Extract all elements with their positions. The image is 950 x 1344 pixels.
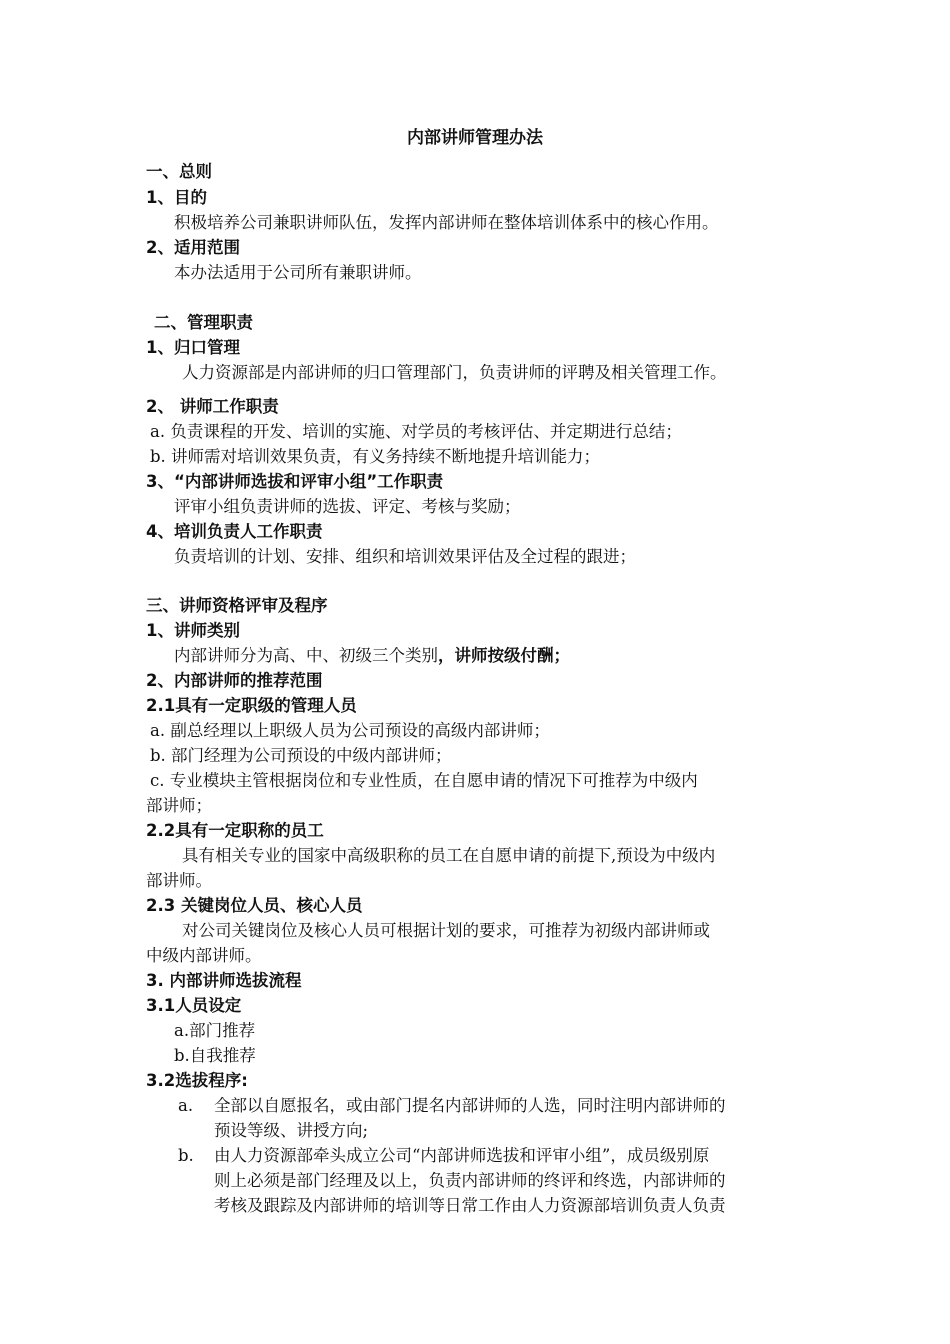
subheading: 2.3 关键岗位人员、核心人员: [146, 896, 363, 915]
paragraph: 积极培养公司兼职讲师队伍，发挥内部讲师在整体培训体系中的核心作用。: [174, 213, 719, 232]
subheading: 4、培训负责人工作职责: [146, 522, 323, 541]
section-heading: 一、总则: [146, 162, 212, 181]
paragraph-text-bold: ，讲师按级付酬；: [438, 646, 570, 665]
paragraph: 评审小组负责讲师的选拔、评定、考核与奖励；: [174, 497, 521, 516]
paragraph-text: 内部讲师分为高、中、初级三个类别: [174, 646, 438, 665]
paragraph: 具有相关专业的国家中高级职称的员工在自愿申请的前提下,预设为中级内: [182, 846, 716, 865]
subheading: 2.2具有一定职称的员工: [146, 821, 324, 840]
subheading: 2.1具有一定职级的管理人员: [146, 696, 357, 715]
paragraph: 对公司关键岗位及核心人员可根据计划的要求，可推荐为初级内部讲师或: [182, 921, 710, 940]
paragraph: 本办法适用于公司所有兼职讲师。: [174, 263, 422, 282]
list-marker: b.: [178, 1146, 194, 1165]
subheading: 1、归口管理: [146, 338, 240, 357]
subheading: 1、目的: [146, 188, 207, 207]
paragraph-continued: 部讲师。: [146, 871, 212, 890]
subheading: 2、内部讲师的推荐范围: [146, 671, 323, 690]
list-item-continued: 则上必须是部门经理及以上，负责内部讲师的终评和终选，内部讲师的: [214, 1171, 726, 1190]
subheading: 2、适用范围: [146, 238, 240, 257]
section-heading: 三、讲师资格评审及程序: [146, 596, 328, 615]
list-item-continued: 考核及跟踪及内部讲师的培训等日常工作由人力资源部培训负责人负责: [214, 1196, 726, 1215]
paragraph: 人力资源部是内部讲师的归口管理部门，负责讲师的评聘及相关管理工作。: [182, 363, 727, 382]
subheading: 3.2选拔程序:: [146, 1071, 248, 1090]
list-item: a.部门推荐: [174, 1021, 256, 1040]
list-marker: a.: [178, 1096, 194, 1115]
paragraph-continued: 中级内部讲师。: [146, 946, 262, 965]
subheading: 3、“内部讲师选拔和评审小组”工作职责: [146, 472, 444, 491]
subheading: 3. 内部讲师选拔流程: [146, 971, 302, 990]
list-item: 全部以自愿报名，或由部门提名内部讲师的人选，同时注明内部讲师的: [214, 1096, 726, 1115]
document-title: 内部讲师管理办法: [407, 128, 543, 148]
subheading: 2、 讲师工作职责: [146, 397, 279, 416]
list-item: 由人力资源部牵头成立公司“内部讲师选拔和评审小组”，成员级别原: [214, 1146, 710, 1165]
list-item: b. 部门经理为公司预设的中级内部讲师；: [150, 746, 452, 765]
paragraph: 负责培训的计划、安排、组织和培训效果评估及全过程的跟进；: [174, 547, 636, 566]
section-heading: 二、管理职责: [154, 313, 253, 332]
list-item: a. 副总经理以上职级人员为公司预设的高级内部讲师；: [150, 721, 550, 740]
list-item-continued: 部讲师；: [146, 796, 212, 815]
list-item: b. 讲师需对培训效果负责，有义务持续不断地提升培训能力；: [150, 447, 601, 466]
list-item: a. 负责课程的开发、培训的实施、对学员的考核评估、并定期进行总结；: [150, 422, 682, 441]
list-item: c. 专业模块主管根据岗位和专业性质，在自愿申请的情况下可推荐为中级内: [150, 771, 698, 790]
paragraph: [174, 645, 570, 667]
subheading: 3.1人员设定: [146, 996, 242, 1015]
subheading: 1、讲师类别: [146, 621, 240, 640]
list-item-continued: 预设等级、讲授方向;: [214, 1121, 369, 1140]
list-item: b.自我推荐: [174, 1046, 256, 1065]
